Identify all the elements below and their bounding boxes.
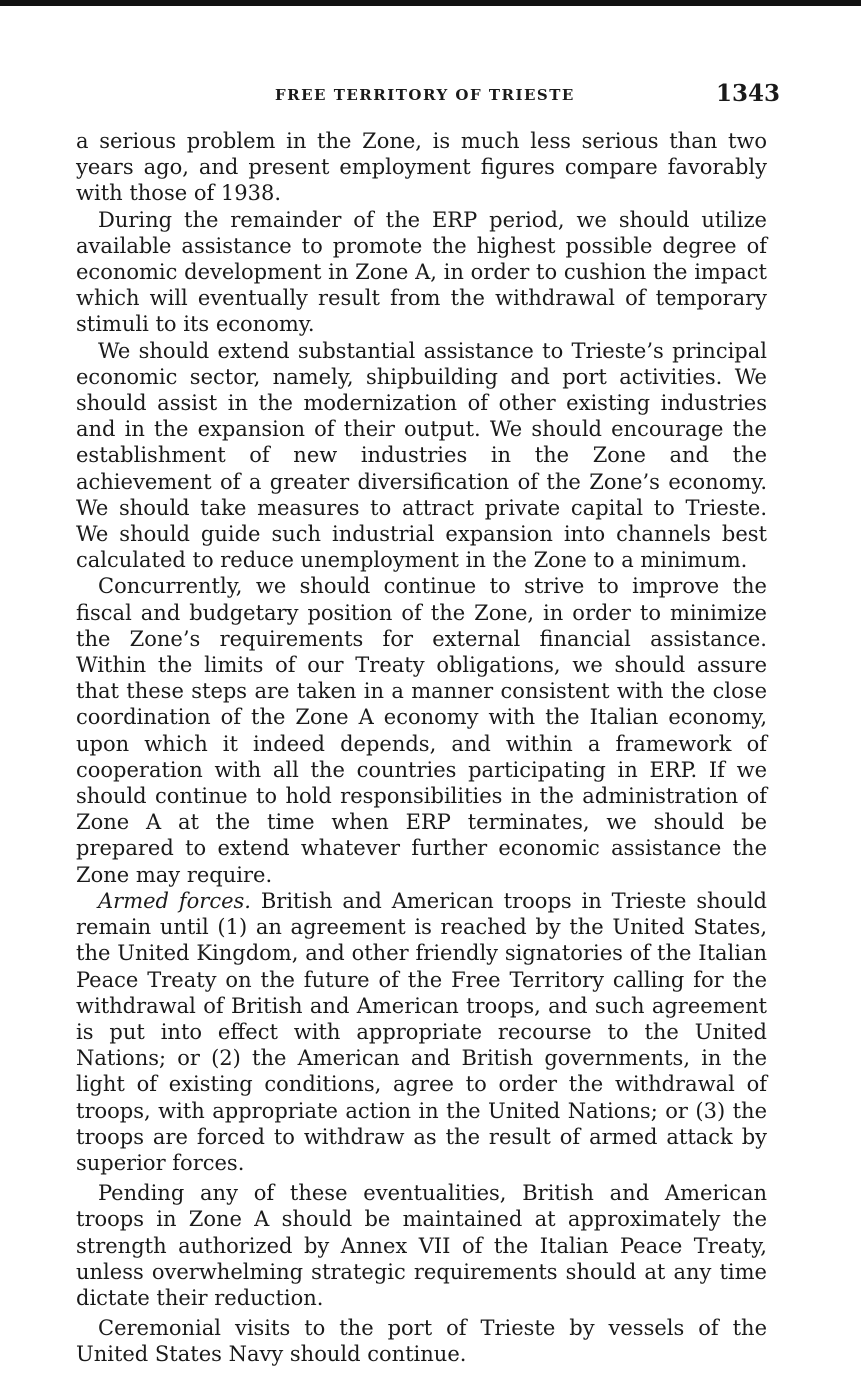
page-top-border [0,0,861,6]
paragraph-armed-forces [76,888,767,1176]
paragraph-text: a serious problem in the Zone, is much less serious than two years ago, and present employment figures compare favorably with those of 1938. [76,129,767,206]
paragraph-text: British and American troops in Trieste should remain until (1) an agreement is reached by the United States, the United Kingdom, and other friendly signatories of the Italian Peace Treaty on the future of the Free Territory calling for the withdrawal of British and American troops, and such agreement is put into effect with appropriate recourse to the United Nations; or (2) the American and British governments, in the light of existing conditions, agree to order the withdrawal of troops, with appropriate action in the United Nations; or (3) the troops are forced to withdraw as the result of armed attack by superior forces. [76,888,767,1175]
paragraph-text: Concurrently, we should continue to strive to improve the fiscal and budgetary position of the Zone, in order to minimize the Zone’s requirements for external financial assistance. Within the limits of our Treaty obligations, we should assure that these steps are taken in a manner consistent with the close coordination of the Zone A economy with the Italian economy, upon which it indeed depends, and within a framework of cooperation with all the countries participating in ERP. If we should continue to hold responsibilities in the administration of Zone A at the time when ERP terminates, we should be prepared to extend whatever further economic assistance the Zone may require. [76,574,767,887]
paragraph-text: We should extend substantial assistance to Trieste’s principal economic sector, namely, shipbuilding and port activities. We should assist in the modernization of other existing industries and in the expansion of their output. We should encourage the establishment of new industries in the Zone and the achievement of a greater diversification of the Zone’s economy. We should take measures to attract private capital to Trieste. We should guide such industrial expansion into channels best calculated to reduce unemployment in the Zone to a minimum. [76,338,767,573]
page-number: 1343 [716,80,781,107]
body-text [76,128,767,1368]
paragraph-erp-period [76,207,767,338]
running-head [0,80,861,114]
paragraph-fiscal-position [76,573,767,887]
paragraph-text: During the remainder of the ERP period, we should utilize available assistance to promote the highest possible degree of economic development in Zone A, in order to cushion the impact which will eventually result from the withdrawal of temporary stimuli to its economy. [76,207,767,337]
run-in-heading: Armed forces. [98,888,251,913]
paragraph-text: Ceremonial visits to the port of Trieste by vessels of the United States Navy should continue. [76,1316,767,1367]
paragraph-text: Pending any of these eventualities, British and American troops in Zone A should be maintained at approximately the strength authorized by Annex VII of the Italian Peace Treaty, unless overwhelming strategic requirements should at any time dictate their reduction. [76,1181,767,1310]
paragraph-shipbuilding [76,338,767,574]
running-title: FREE TERRITORY OF TRIESTE [275,86,575,104]
paragraph-troop-strength [76,1180,767,1311]
paragraph-continued [76,128,767,207]
paragraph-ceremonial-visits [76,1315,767,1367]
